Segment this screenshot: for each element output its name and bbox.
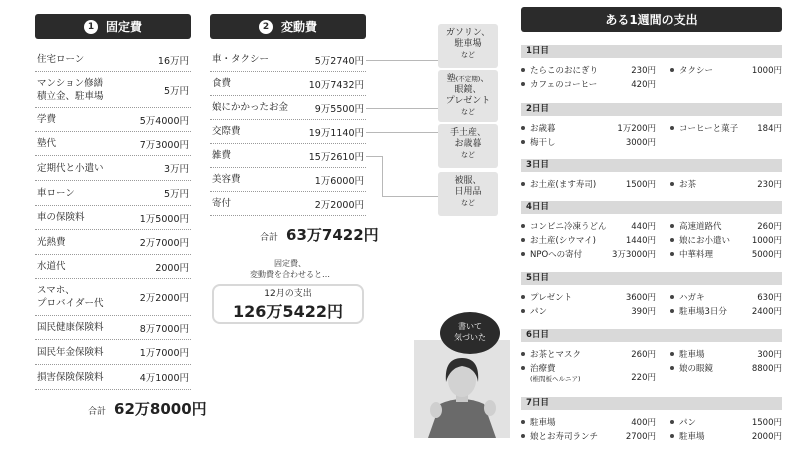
table-row: [35, 181, 191, 206]
list-item: [521, 416, 656, 428]
bullet-icon: [670, 420, 674, 424]
item-name: 娘の眼鏡: [679, 364, 714, 374]
list-item: [521, 220, 656, 232]
list-item: [670, 430, 782, 442]
tag-sub: など: [461, 51, 475, 59]
row-label: 食費: [212, 78, 232, 89]
table-row: [35, 230, 191, 255]
bullet-icon: [521, 182, 525, 186]
category-tag-car: ガソリン、 駐車場 など: [438, 24, 498, 68]
item-name: コンビニ冷凍うどん: [530, 222, 607, 232]
list-item: [670, 234, 782, 246]
table-row: [210, 144, 366, 168]
list-item: [670, 64, 782, 76]
list-item: [670, 305, 782, 317]
item-name: 駐車場3日分: [679, 307, 727, 317]
bullet-icon: [670, 434, 674, 438]
bullet-icon: [521, 352, 525, 356]
item-name: 駐車場: [679, 350, 705, 360]
variable-costs-number-badge: 2: [259, 20, 273, 34]
bullet-icon: [521, 82, 525, 86]
day-header: 5日目: [521, 272, 782, 285]
list-item: [670, 178, 782, 190]
combined-amount: 126万5422円: [233, 302, 343, 321]
variable-costs-title: 変動費: [280, 20, 317, 34]
total-label: 合計: [260, 233, 279, 243]
day-header: 7日目: [521, 397, 782, 410]
bullet-icon: [521, 238, 525, 242]
item-name: プレゼント: [530, 293, 573, 303]
bullet-icon: [521, 224, 525, 228]
bullet-icon: [521, 68, 525, 72]
total-label: 合計: [88, 407, 107, 417]
tag-sub: など: [461, 199, 475, 207]
connector-line: [382, 156, 383, 196]
row-value: 15万2610円: [308, 151, 364, 163]
item-name: 中華料理: [679, 250, 714, 260]
connector-line: [366, 156, 382, 157]
row-value: 5万円: [163, 189, 189, 200]
list-item: [521, 348, 656, 360]
list-item: [670, 348, 782, 360]
person-illustration: [414, 340, 510, 438]
total-value: 62万8000円: [114, 400, 207, 418]
table-row: [35, 340, 191, 365]
row-label: 学費: [37, 114, 57, 125]
item-name: カフェのコーヒー: [530, 80, 598, 90]
variable-costs-list: [210, 48, 366, 218]
row-label: 雑費: [212, 150, 232, 161]
bullet-icon: [670, 182, 674, 186]
row-value: 8万7000円: [139, 323, 189, 335]
item-price: 230円: [757, 180, 782, 190]
table-row: [35, 48, 191, 72]
item-price: 8800円: [751, 364, 782, 374]
item-price: 184円: [757, 124, 782, 134]
list-item: [670, 291, 782, 303]
item-name: 駐車場: [530, 418, 556, 428]
connector-line: [382, 196, 438, 197]
row-label: 塾代: [37, 138, 57, 149]
item-name: 駐車場: [679, 432, 705, 442]
table-row: [210, 192, 366, 216]
bullet-icon: [670, 309, 674, 313]
list-item: [521, 78, 656, 90]
item-name: お土産(ます寿司): [530, 180, 597, 190]
item-name: 高速道路代: [679, 222, 722, 232]
table-row: [210, 120, 366, 144]
item-price: 220円: [631, 373, 656, 383]
list-item: [670, 248, 782, 260]
row-value: 2万2000円: [139, 293, 189, 304]
item-name: お歳暮: [530, 124, 556, 134]
row-label: 交際費: [212, 126, 241, 137]
list-item: [670, 362, 782, 374]
tag-sub: など: [461, 108, 475, 116]
row-label: 定期代と小遣い: [37, 162, 104, 174]
row-value: 9万5500円: [314, 103, 364, 115]
connector-line: [366, 60, 438, 61]
fixed-costs-list: [35, 48, 191, 393]
item-price: 420円: [631, 80, 656, 90]
table-row: [210, 72, 366, 96]
row-value: 2万7000円: [139, 238, 189, 249]
row-value: 5万2740円: [314, 55, 364, 67]
item-name: 梅干し: [530, 138, 556, 148]
row-value: 19万1140円: [308, 127, 364, 139]
table-row: [210, 168, 366, 192]
category-tag-misc: 被服、 日用品 など: [438, 172, 498, 216]
row-label: 損害保険保険料: [37, 371, 104, 383]
item-price: 230円: [631, 66, 656, 76]
row-label: 住宅ローン: [37, 54, 85, 65]
table-row: [35, 156, 191, 181]
item-name: コーヒーと菓子: [679, 124, 739, 134]
item-price: 2000円: [751, 432, 782, 442]
row-value: 5万円: [163, 85, 189, 97]
item-name: 娘にお小遣い: [679, 236, 731, 246]
combined-note: 固定費、 変動費を合わせると…: [250, 259, 330, 279]
row-value: 7万3000円: [139, 139, 189, 151]
item-price: 440円: [631, 222, 656, 232]
row-label: 娘にかかったお金: [212, 102, 289, 113]
fixed-costs-title: 固定費: [105, 20, 142, 34]
week-spending-header: ある1週間の支出: [521, 7, 782, 32]
list-item: [521, 305, 656, 317]
row-value: 5万4000円: [139, 115, 189, 127]
table-row: [35, 255, 191, 279]
row-label: 車・タクシー: [212, 54, 270, 65]
bullet-icon: [670, 366, 674, 370]
row-value: 10万7432円: [308, 79, 364, 91]
row-value: 2000円: [155, 262, 189, 274]
bullet-icon: [670, 295, 674, 299]
bullet-icon: [521, 420, 525, 424]
combined-caption: 12月の支出: [264, 289, 312, 299]
list-item: [670, 122, 782, 134]
item-price: 1万200円: [617, 124, 656, 134]
item-price: 3000円: [625, 138, 656, 148]
table-row: [35, 279, 191, 316]
combined-total-box: [220, 286, 356, 322]
category-tag-daughter: 塾(不定期)、 眼鏡、 プレゼント など: [438, 70, 498, 122]
bullet-icon: [670, 238, 674, 242]
list-item: [521, 291, 656, 303]
author-photo: [414, 340, 510, 438]
item-name: お茶: [679, 180, 697, 190]
bullet-icon: [670, 68, 674, 72]
day-header: 6日目: [521, 329, 782, 342]
list-item: [670, 220, 782, 232]
bullet-icon: [521, 252, 525, 256]
row-label: スマホ、 プロバイダー代: [37, 285, 104, 309]
bullet-icon: [521, 309, 525, 313]
list-item: [670, 416, 782, 428]
row-value: 3万円: [163, 164, 189, 175]
item-name: たらこのおにぎり: [530, 66, 599, 76]
tag-sub: など: [461, 151, 475, 159]
bullet-icon: [521, 366, 525, 370]
connector-line: [366, 132, 438, 133]
row-value: 4万1000円: [139, 373, 189, 384]
item-price: 2700円: [625, 432, 656, 442]
item-name: パン: [679, 418, 697, 428]
bullet-icon: [670, 252, 674, 256]
item-price: 1000円: [751, 236, 782, 246]
row-label: 国民年金保険料: [37, 346, 104, 358]
day-header: 3日目: [521, 159, 782, 172]
item-name: タクシー: [679, 66, 714, 76]
list-item: [521, 178, 656, 190]
day-header: 1日目: [521, 45, 782, 58]
bullet-icon: [521, 126, 525, 130]
variable-costs-header: [210, 14, 366, 39]
table-row: [35, 316, 191, 340]
item-price: 260円: [757, 222, 782, 232]
row-value: 1万7000円: [139, 348, 189, 359]
bullet-icon: [670, 126, 674, 130]
list-item: [521, 362, 656, 383]
item-price: 3万3000円: [611, 250, 656, 260]
item-sub: (椎間板ヘルニア): [530, 375, 581, 383]
row-label: マンション修繕 積立金、駐車場: [37, 77, 104, 102]
category-tag-social: 手土産、 お歳暮 など: [438, 124, 498, 168]
list-item: [521, 136, 656, 148]
row-label: 国民健康保険料: [37, 322, 104, 333]
item-price: 1440円: [625, 236, 656, 246]
item-name: パン: [530, 307, 548, 317]
day-header: 4日目: [521, 201, 782, 214]
row-label: 水道代: [37, 261, 66, 272]
row-value: 16万円: [157, 55, 189, 67]
table-row: [35, 206, 191, 230]
row-label: 美容費: [212, 174, 241, 185]
bullet-icon: [521, 434, 525, 438]
list-item: [521, 122, 656, 134]
item-name: お茶とマスク: [530, 350, 582, 360]
bullet-icon: [521, 295, 525, 299]
item-price: 1000円: [751, 66, 782, 76]
row-label: 車ローン: [37, 187, 75, 199]
fixed-costs-header: [35, 14, 191, 39]
fixed-costs-total: [88, 398, 207, 419]
item-name: お土産(シウマイ): [530, 236, 596, 246]
table-row: [35, 365, 191, 390]
row-label: 車の保険料: [37, 212, 85, 223]
connector-line: [366, 108, 438, 109]
table-row: [210, 96, 366, 120]
item-price: 630円: [757, 293, 782, 303]
speech-bubble: 書いて 気づいた: [440, 312, 500, 354]
bullet-icon: [670, 352, 674, 356]
table-row: [35, 132, 191, 156]
list-item: [521, 64, 656, 76]
total-value: 63万7422円: [286, 226, 379, 244]
item-price: 2400円: [751, 307, 782, 317]
row-label: 寄付: [212, 198, 232, 209]
table-row: [35, 108, 191, 132]
row-value: 1万6000円: [314, 175, 364, 187]
item-price: 400円: [631, 418, 656, 428]
variable-costs-total: [260, 224, 379, 245]
item-name: 治療費: [530, 364, 556, 374]
item-name: ハガキ: [679, 293, 705, 303]
fixed-costs-number-badge: 1: [84, 20, 98, 34]
list-item: [521, 248, 656, 260]
row-value: 2万2000円: [314, 199, 364, 211]
table-row: [210, 48, 366, 72]
list-item: [521, 430, 656, 442]
item-price: 1500円: [751, 418, 782, 428]
item-name: NPOへの寄付: [530, 250, 583, 260]
item-price: 390円: [631, 307, 656, 317]
item-price: 260円: [631, 350, 656, 360]
bullet-icon: [521, 140, 525, 144]
row-label: 光熱費: [37, 236, 66, 248]
table-row: [35, 72, 191, 108]
item-name: 娘とお寿司ランチ: [530, 432, 599, 442]
item-price: 5000円: [751, 250, 782, 260]
item-price: 1500円: [625, 180, 656, 190]
day-header: 2日目: [521, 103, 782, 116]
list-item: [521, 234, 656, 246]
item-price: 3600円: [625, 293, 656, 303]
item-price: 300円: [757, 350, 782, 360]
bullet-icon: [670, 224, 674, 228]
row-value: 1万5000円: [139, 213, 189, 225]
